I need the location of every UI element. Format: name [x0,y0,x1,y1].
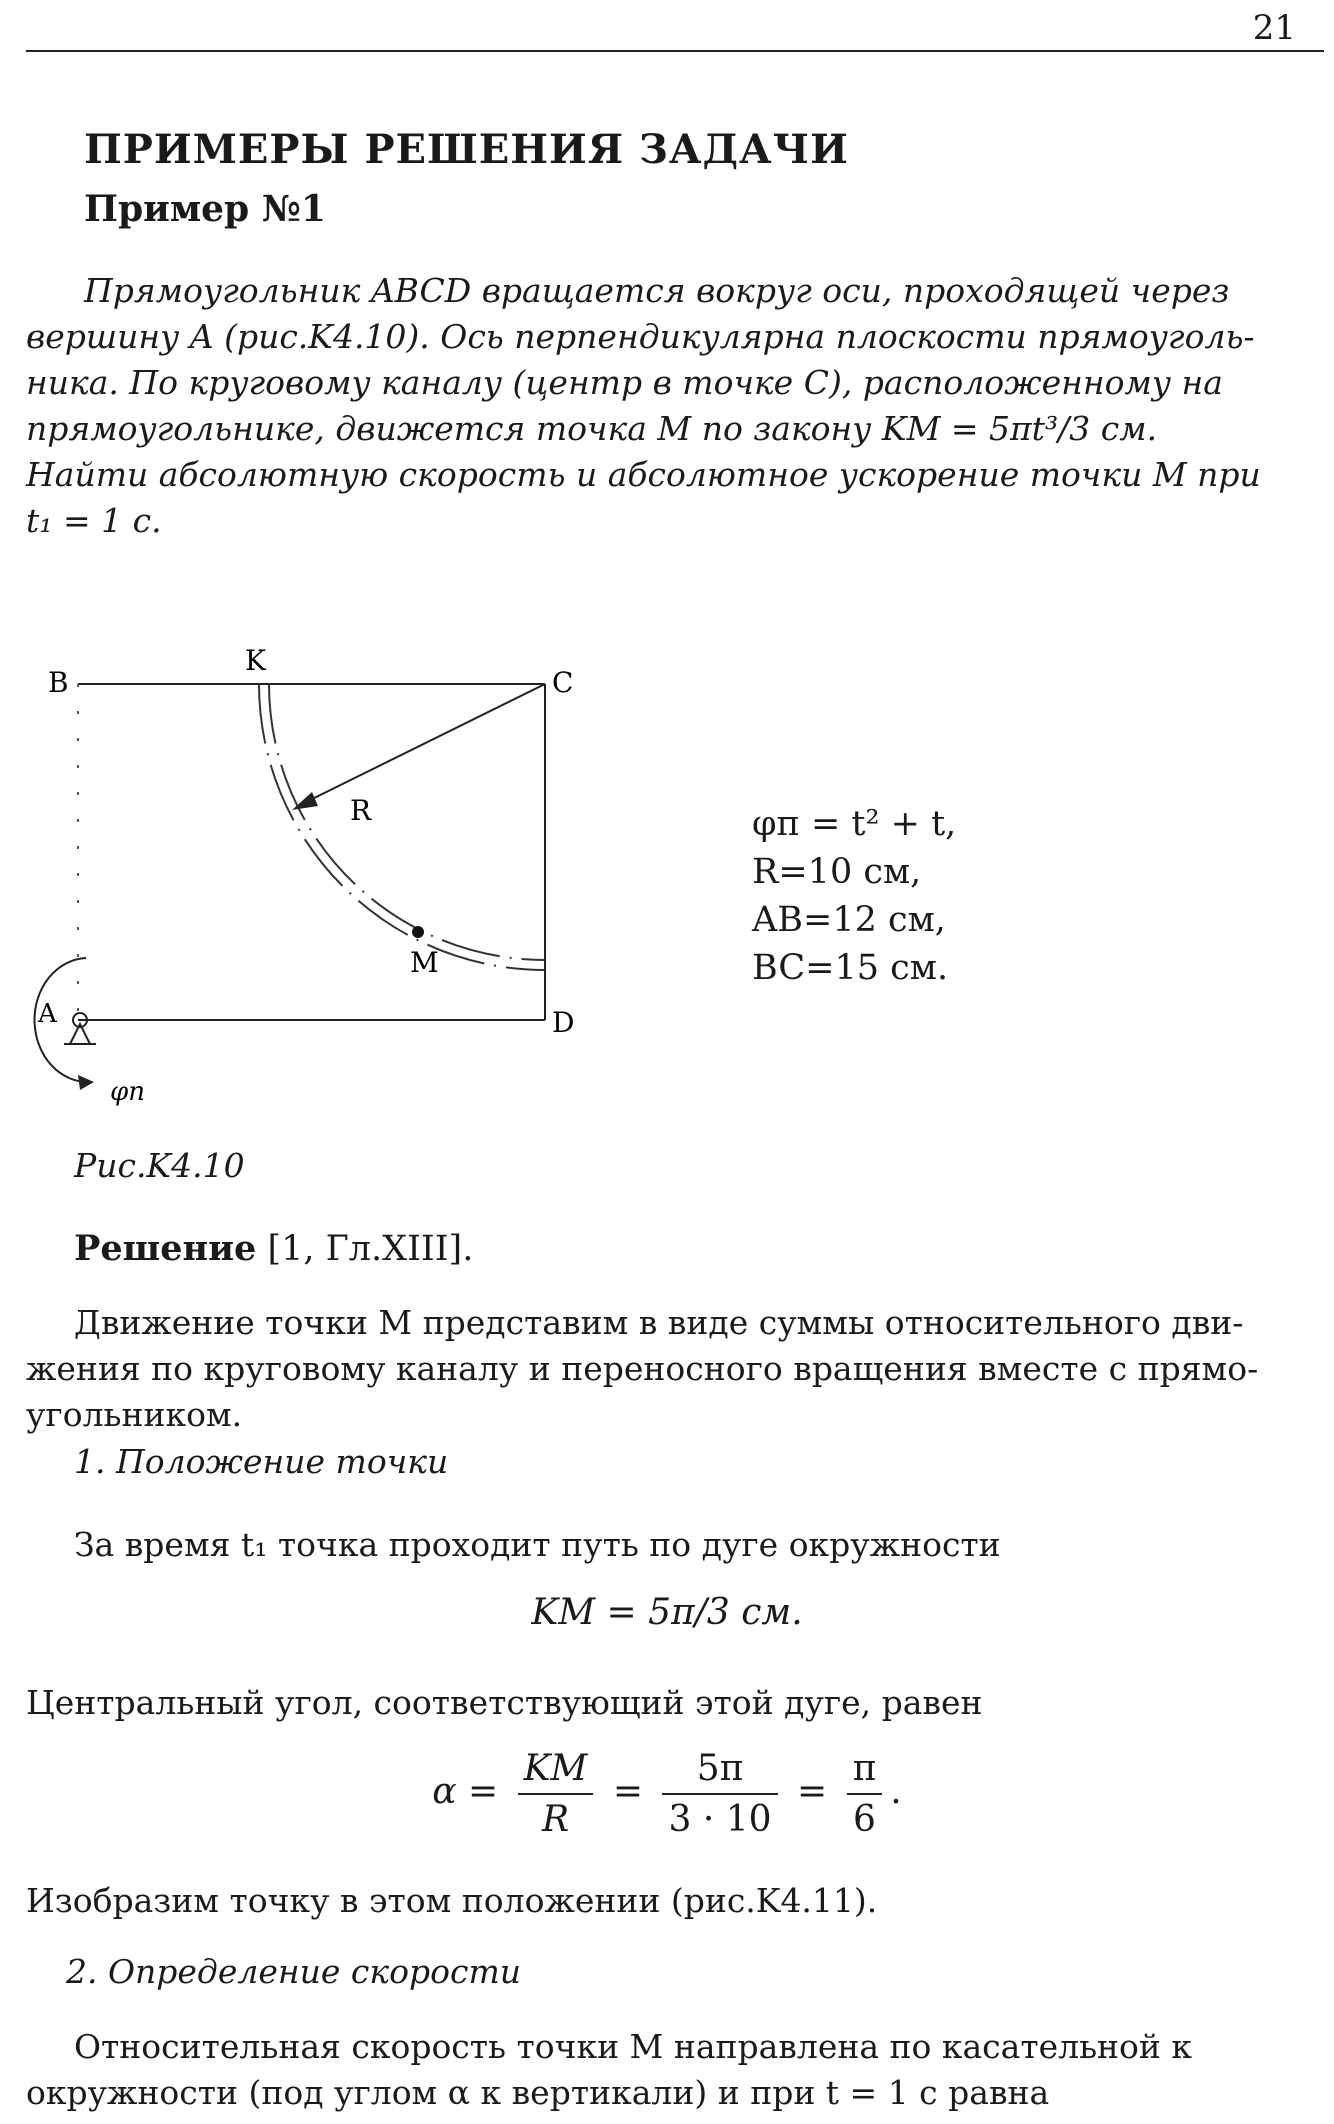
example-title: Пример №1 [84,188,326,230]
equals-sign: = [612,1771,644,1812]
angle-line: Центральный угол, соответствующий этой дуге, равен [26,1683,983,1722]
label-k: K [245,644,266,677]
label-b: B [48,666,69,699]
problem-line: ника. По круговому каналу (центр в точке C), расположенному на [26,363,1223,402]
solution-ref: [1, Гл.XIII]. [256,1229,474,1269]
depict-line: Изобразим точку в этом положении (рис.K4.11). [26,1881,878,1920]
radius-line [300,684,545,805]
velocity-paragraph [26,2024,1324,2116]
section-heading: ПРИМЕРЫ РЕШЕНИЯ ЗАДАЧИ [84,126,849,173]
point-m [412,926,424,938]
problem-line: t₁ = 1 с. [26,501,162,540]
fraction-5pi-30 [662,1748,777,1840]
problem-line: прямоугольнике, движется точка M по закону KM = 5πt³/3 см. [26,409,1158,448]
formula-km: KM = 5π/3 см. [531,1592,803,1633]
rotation-arrowhead [78,1075,94,1090]
problem-line: Найти абсолютную скорость и абсолютное ускорение точки M при [26,455,1261,494]
problem-line: Прямоугольник ABCD вращается вокруг оси, проходящей через [84,271,1230,310]
alpha-formula [0,1748,1334,1840]
denominator: R [541,1799,570,1840]
given-line: R=10 см, [752,852,922,892]
path-paragraph [26,1522,1324,1568]
path-line: За время t₁ точка проходит путь по дуге окружности [74,1525,1001,1564]
solution-word: Решение [74,1228,257,1269]
problem-statement [26,268,1324,544]
figure-caption: Рис.K4.10 [74,1146,245,1185]
channel-arc-outer [259,684,545,970]
given-line: AB=12 см, [752,900,946,940]
denominator: 3 · 10 [668,1799,772,1840]
channel-arc-inner [269,684,545,960]
formula-period: . [890,1771,902,1812]
label-r: R [350,794,372,827]
motion-line: угольником. [26,1395,243,1434]
motion-line: жения по круговому каналу и переносного вращения вместе с прямо- [26,1349,1259,1388]
fraction-pi-6 [847,1748,883,1840]
numerator: π [847,1748,883,1795]
velocity-line: Относительная скорость точки M направлена по касательной к [74,2027,1193,2066]
numerator: 5π [662,1748,777,1795]
depict-paragraph [26,1878,1324,1924]
given-data [752,800,956,992]
motion-line: Движение точки M представим в виде суммы относительного дви- [74,1303,1244,1342]
label-d: D [552,1006,575,1039]
angle-paragraph [26,1680,1324,1726]
denominator: 6 [852,1799,876,1840]
label-a: A [38,999,57,1029]
label-c: C [552,666,574,699]
given-line: φп = t² + t, [752,804,957,844]
label-m: M [410,946,439,979]
motion-paragraph [26,1300,1324,1438]
subheading-velocity: 2. Определение скорости [66,1952,522,1991]
figure-k4-10 [0,640,640,1120]
solution-title [74,1228,473,1269]
equals-sign: = [796,1771,828,1812]
numerator: KM [518,1748,594,1795]
velocity-line: окружности (под углом α к вертикали) и при t = 1 с равна [26,2073,1050,2112]
alpha-lhs: α = [432,1771,499,1812]
page-number: 21 [1252,8,1296,48]
header-rule [26,50,1324,52]
subheading-position: 1. Положение точки [74,1442,449,1481]
problem-line: вершину A (рис.K4.10). Ось перпендикулярна плоскости прямоуголь- [26,317,1255,356]
label-phi: φп [110,1077,145,1107]
given-line: BC=15 см. [752,948,949,988]
fraction-km-r [518,1748,594,1840]
